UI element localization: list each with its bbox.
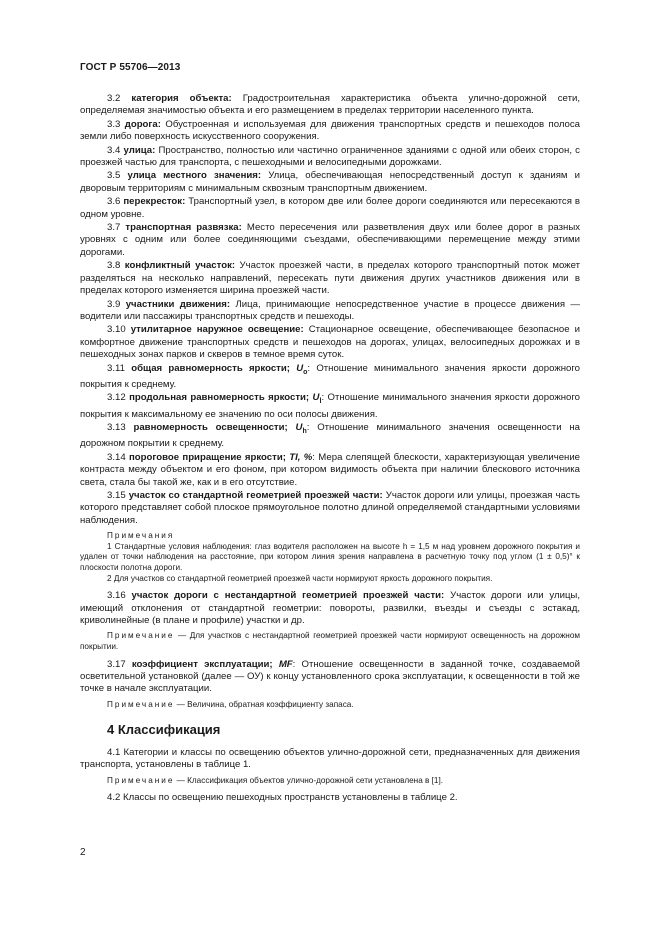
definition-term: общая равномерность яркости; <box>131 362 290 374</box>
definition-symbol: U <box>295 421 303 433</box>
paragraph-4-2: 4.2 Классы по освещению пешеходных пространств установлены в таблице 2. <box>107 792 458 804</box>
note-label: Примечание <box>107 775 175 785</box>
definition-term: категория объекта: <box>131 93 232 104</box>
definition-term: транспортная развязка: <box>125 222 242 234</box>
definition-symbol: MF <box>278 658 293 670</box>
note-text: — Классификация объектов улично-дорожной сети установлена в [1]. <box>176 775 444 785</box>
note-item: 1 Стандартные условия наблюдения: глаз водителя расположен на высоте h = 1,5 м над уровнем дорожного покрытия и удален от точки наблюдения на расстояние, при котором линия зрения направлена в расчетную точку под углом (1 ± 0,5)° к плоскости полотна дороги. <box>80 541 580 572</box>
definition-number: 3.8 <box>107 260 121 272</box>
notes-3-15 <box>80 531 580 584</box>
definition-term: конфликтный участок: <box>124 260 236 272</box>
definition-symbol: TI, % <box>289 451 313 463</box>
definition-term: участок дороги с нестандартной геометрией проезжей части: <box>131 590 445 602</box>
note-3-16 <box>80 631 580 652</box>
definition-symbol-subscript: l <box>319 398 322 406</box>
definition-text: Улица, обеспечивающая непосредственный доступ к зданиям и дворовым территориям с минимальным сквозным транспортным движением. <box>80 170 580 194</box>
definition-number: 3.3 <box>107 118 121 130</box>
definition-text: Участок дороги или улицы, имеющий отклонения от стандартной геометрии: повороты, развилки, въезды и съезды с эстакад, криволинейные (в плане и профиле) участки и др. <box>80 590 580 626</box>
definition-text: Отношение освещенности в заданной точке, создаваемой осветительной установкой (далее — ОУ) к концу установленного срока эксплуатации, к освещенности в той же точке в начале эксплуатации. <box>80 658 580 695</box>
definition-text: Мера слепящей блескости, характеризующая увеличение контраста между объектом и его фоном, при котором видимость объекта при наличии блескового источника света, стала бы такой же, как и в его отсутствие. <box>80 451 581 488</box>
definition-item <box>80 222 580 259</box>
definition-term: пороговое приращение яркости; <box>129 451 286 463</box>
definition-term: утилитарное наружное освещение: <box>130 324 304 336</box>
definition-item <box>80 324 580 361</box>
definition-item <box>80 196 580 221</box>
definition-number: 3.17 <box>107 658 126 670</box>
definition-item <box>80 119 580 144</box>
definition-number: 3.4 <box>107 144 121 156</box>
definition-term: улица: <box>123 144 156 156</box>
note-label: Примечание <box>107 631 175 641</box>
definition-number: 3.14 <box>107 451 126 463</box>
definition-text: Участок дороги или улицы, проезжая часть которого представляет собой плоское прямоугольное полотно длиной определяемой стандартными условиями наблюдения. <box>80 489 580 526</box>
definition-text: Отношение минимального значения освещенности на дорожном покрытии к среднему. <box>80 421 580 450</box>
definition-number: 3.2 <box>107 93 121 104</box>
definition-term: продольная равномерность яркости; <box>129 392 310 404</box>
definition-term: дорога: <box>124 118 161 130</box>
definition-number: 3.13 <box>107 421 126 433</box>
definition-number: 3.9 <box>107 298 121 310</box>
paragraph-4-1: 4.1 Категории и классы по освещению объектов улично-дорожной сети, предназначенных для движения транспорта, установлены в таблице 1. <box>80 746 580 771</box>
definition-text: Отношение минимального значения яркости дорожного покрытия к максимальному ее значению по оси полосы движения. <box>80 392 580 420</box>
definition-term: участок со стандартной геометрией проезжей части: <box>128 489 383 501</box>
definition-item <box>80 490 580 527</box>
note-label: Примечание <box>107 699 175 709</box>
definition-item: 3.14 пороговое приращение яркости; TI, %: Мера слепящей блескости, характеризующая увеличение контраста между объектом и его фоном, при котором видимость объекта при наличии блескового источника света, стала бы такой же, как и в его отсутствие. <box>80 451 581 488</box>
definition-item <box>80 145 580 170</box>
definition-number: 3.10 <box>107 324 126 336</box>
note-4-1 <box>80 776 580 787</box>
definition-text: Лица, принимающие непосредственное участие в процессе движения — водители или пассажиры транспортных средств и пешеходы. <box>80 298 581 322</box>
definition-number: 3.12 <box>107 392 126 404</box>
definition-symbol-subscript: o <box>303 368 308 376</box>
definition-symbol: U <box>312 392 320 404</box>
definition-text: Стационарное освещение, обеспечивающее безопасное и комфортное движение транспортных средств и пешеходов на дорогах, улицах, велосипедных дорожках и в пешеходных зонах парков и скверов в темное время суток. <box>80 324 580 361</box>
definition-number: 3.5 <box>107 170 121 182</box>
note-3-17 <box>80 700 580 711</box>
definition-item <box>80 93 580 118</box>
definition-number: 3.6 <box>107 196 121 208</box>
note-text: — Для участков с нестандартной геометрией проезжей части нормируют освещенность на дорожном покрытии. <box>80 631 580 651</box>
definition-symbol: U <box>296 362 304 374</box>
definition-term: перекресток: <box>123 196 186 208</box>
definition-number: 3.16 <box>107 590 126 602</box>
notes-label: Примечания <box>107 531 175 541</box>
definition-item <box>80 170 580 195</box>
definition-term: улица местного значения: <box>127 170 262 182</box>
definition-number: 3.15 <box>107 489 126 501</box>
definition-text: Участок проезжей части, в пределах которого транспортный поток может разделяться на несколько направлений, пересекать пути движения других участников движения или в пределах которого изменяется ширина проезжей части. <box>80 260 580 297</box>
definition-term: равномерность освещенности; <box>133 421 288 433</box>
section-title: 4 Классификация <box>107 722 221 738</box>
note-text: — Величина, обратная коэффициенту запаса. <box>176 699 354 709</box>
definition-3-16 <box>80 590 580 627</box>
definition-text: Место пересечения или разветвления двух или более дорог в разных уровнях с одним или более соединяющими съездами, обеспечивающими перемещение между этими дорогами. <box>80 222 581 258</box>
document-header: ГОСТ Р 55706—2013 <box>80 62 181 73</box>
definition-3-17: 3.17 коэффициент эксплуатации; MF: Отношение освещенности в заданной точке, создаваемой осветительной установкой (далее — ОУ) к концу установленного срока эксплуатации, к освещенности в той же точке в начале эксплуатации. <box>80 658 580 695</box>
definition-item: 3.11 общая равномерность яркости; $U_o$: Отношение минимального значения яркости дорожного покрытия к среднему. <box>80 362 581 390</box>
definition-term: коэффициент эксплуатации; <box>131 658 273 670</box>
definition-number: 3.7 <box>107 222 121 234</box>
definition-text: Отношение минимального значения яркости дорожного покрытия к среднему. <box>80 362 581 390</box>
definition-term: участники движения: <box>125 298 231 310</box>
definition-number: 3.11 <box>107 362 125 374</box>
definition-text: Пространство, полностью или частично ограниченное зданиями с одной или обеих сторон, с проезжей частью для транспорта, с пешеходными и велосипедными дорожками. <box>80 144 580 169</box>
definition-text: Обустроенная и используемая для движения транспортных средств и пешеходов полоса земли либо поверхность искусственного сооружения. <box>80 118 581 143</box>
definition-item <box>80 299 580 324</box>
document-body <box>80 93 580 806</box>
page-number: 2 <box>80 847 86 858</box>
definition-item: 3.13 равномерность освещенности; $U_h$: Отношение минимального значения освещенности на дорожном покрытии к среднему. <box>80 421 580 450</box>
definitions-list <box>80 93 580 527</box>
definition-item <box>80 260 580 297</box>
definition-text: Транспортный узел, в котором две или более дороги соединяются или пересекаются в одном уровне. <box>80 196 580 220</box>
note-item: 2 Для участков со стандартной геометрией проезжей части нормируют яркость дорожного покрытия. <box>107 573 493 583</box>
definition-item: 3.12 продольная равномерность яркости; $U_l$: Отношение минимального значения яркости дорожного покрытия к максимальному ее значению по оси полосы движения. <box>80 392 580 420</box>
definition-symbol-subscript: h <box>302 427 307 435</box>
definition-text: Градостроительная характеристика объекта улично-дорожной сети, определяемая значимостью объекта и его размещением в пределах территории населенного пункта. <box>80 93 580 117</box>
